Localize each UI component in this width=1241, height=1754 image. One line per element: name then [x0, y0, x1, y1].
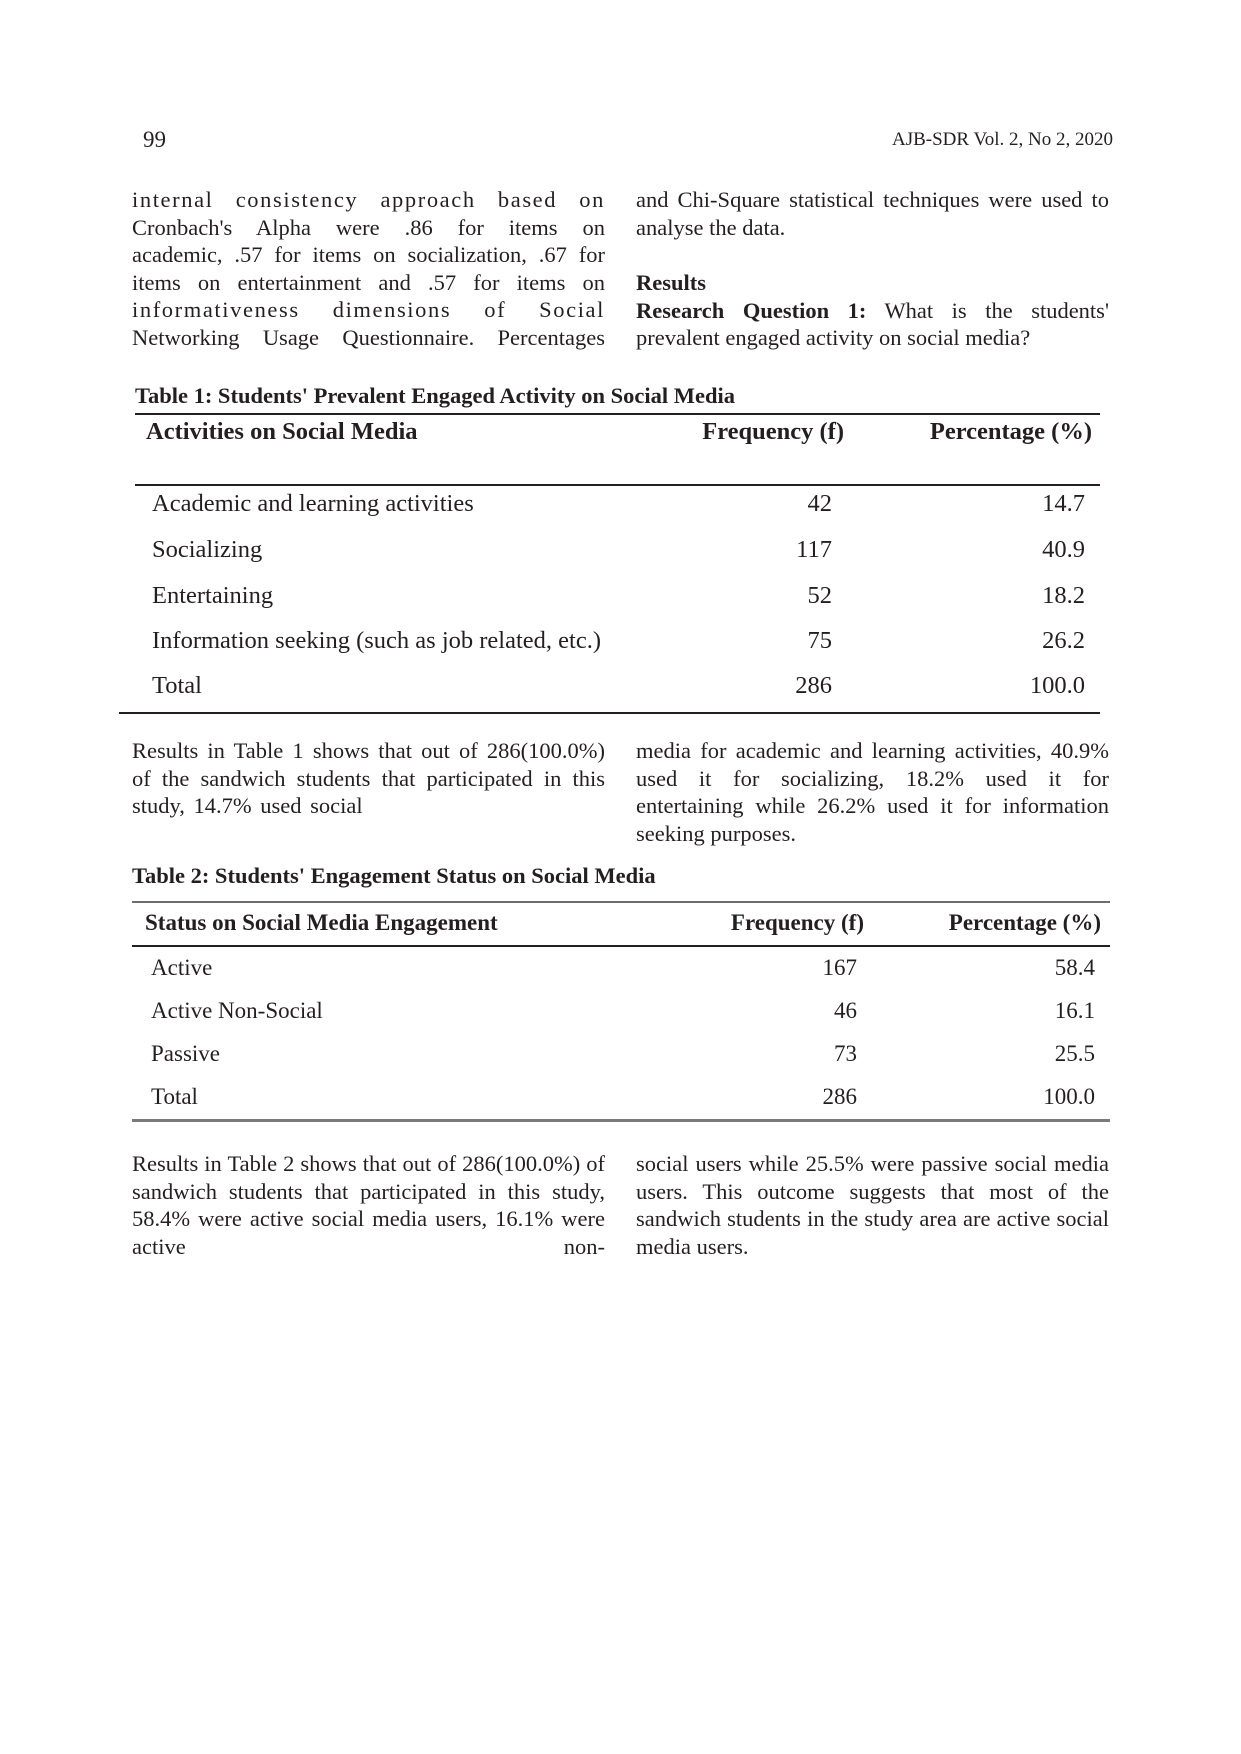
table1-bottom-rule — [119, 712, 1100, 714]
paragraph-text: Results in Table 2 shows that out of 286(100.0%) of sandwich students that participated in this study, 58.4% were active social media users, 16.1% were active non- — [132, 1151, 605, 1259]
table1-row-label: Academic and learning activities — [152, 490, 474, 517]
table1-row-percentage: 14.7 — [1042, 490, 1085, 517]
table2-row-percentage: 25.5 — [1054, 1041, 1095, 1066]
table2-header-percentage: Percentage (%) — [948, 910, 1101, 935]
table1-header-activity: Activities on Social Media — [146, 418, 418, 445]
table2-row-frequency: 73 — [834, 1041, 857, 1066]
table1-caption: Table 1: Students' Prevalent Engaged Activity on Social Media — [135, 383, 736, 408]
table1-row-percentage: 26.2 — [1042, 627, 1085, 654]
page-number: 99 — [143, 127, 166, 152]
table2-row-frequency: 46 — [834, 998, 857, 1023]
table2-total-label: Total — [151, 1084, 198, 1109]
table1-row-percentage: 40.9 — [1042, 536, 1085, 563]
table2-bottom-rule — [132, 1119, 1110, 1122]
intro-right-column — [636, 186, 1109, 352]
table2-row-frequency: 167 — [822, 955, 857, 980]
research-question-label: Research Question 1: — [636, 297, 867, 323]
journal-citation: AJB-SDR Vol. 2, No 2, 2020 — [891, 129, 1113, 150]
table1-header-frequency: Frequency (f) — [702, 418, 844, 445]
table2-top-rule — [132, 901, 1110, 903]
research-question — [636, 297, 1109, 352]
table1-total-label: Total — [152, 672, 202, 699]
research-question-text: What is the students' prevalent engaged activity on social media? — [636, 297, 1109, 351]
table1-row-frequency: 42 — [807, 490, 832, 517]
table1-row-frequency: 52 — [807, 582, 832, 609]
table2-discussion-right — [636, 1150, 1109, 1260]
table1-discussion-right — [636, 737, 1109, 847]
table2-header-frequency: Frequency (f) — [730, 910, 864, 935]
intro-line: Networking Usage Questionnaire. Percentages — [132, 324, 605, 350]
table2-header-status: Status on Social Media Engagement — [145, 910, 498, 935]
paragraph-text: Results in Table 1 shows that out of 286(100.0%) of the sandwich students that participated in this study, 14.7% used social — [132, 738, 605, 819]
methods-text: and Chi-Square statistical techniques were used to analyse the data. — [636, 187, 1109, 240]
table2-row-percentage: 58.4 — [1054, 955, 1095, 980]
table1-row-label: Socializing — [152, 536, 263, 563]
intro-left-column — [132, 186, 605, 352]
table2-row-label: Active Non-Social — [151, 998, 323, 1023]
table1-row-frequency: 75 — [807, 627, 832, 654]
table2-total-frequency: 286 — [822, 1084, 857, 1109]
table1-row-frequency: 117 — [796, 536, 832, 563]
table2-row-percentage: 16.1 — [1054, 998, 1095, 1023]
table1-header-percentage: Percentage (%) — [929, 418, 1092, 445]
table1-header-rule — [135, 484, 1100, 486]
table1-row-label: Information seeking (such as job related, etc.) — [152, 627, 602, 654]
intro-line: Cronbach's Alpha were .86 for items on — [132, 214, 605, 240]
table2-discussion-left — [132, 1150, 605, 1260]
table1-total-percentage: 100.0 — [1029, 672, 1085, 699]
paragraph-text: social users while 25.5% were passive social media users. This outcome suggests that most of the sandwich students in the study area are active social media users. — [636, 1151, 1109, 1259]
paragraph-text: media for academic and learning activities, 40.9% used it for socializing, 18.2% used it for entertaining while 26.2% used it for information seeking purposes. — [636, 738, 1109, 846]
table1-total-frequency: 286 — [795, 672, 832, 699]
results-heading: Results — [636, 270, 707, 296]
intro-line: informativeness dimensions of Social — [132, 297, 605, 323]
table1-row-percentage: 18.2 — [1042, 582, 1085, 609]
table1-discussion-left — [132, 737, 605, 820]
table2-row-label: Passive — [151, 1041, 220, 1066]
table2-caption: Table 2: Students' Engagement Status on Social Media — [132, 863, 656, 888]
intro-line: academic, .57 for items on socialization, .67 for — [132, 242, 605, 268]
table2-total-percentage: 100.0 — [1043, 1084, 1095, 1109]
intro-line: internal consistency approach based on — [132, 187, 605, 212]
table1-top-rule — [135, 413, 1100, 415]
table2-header-rule — [132, 945, 1110, 947]
table1-row-label: Entertaining — [152, 582, 274, 609]
intro-line: items on entertainment and .57 for items on — [132, 269, 605, 295]
table2-row-label: Active — [151, 955, 213, 980]
